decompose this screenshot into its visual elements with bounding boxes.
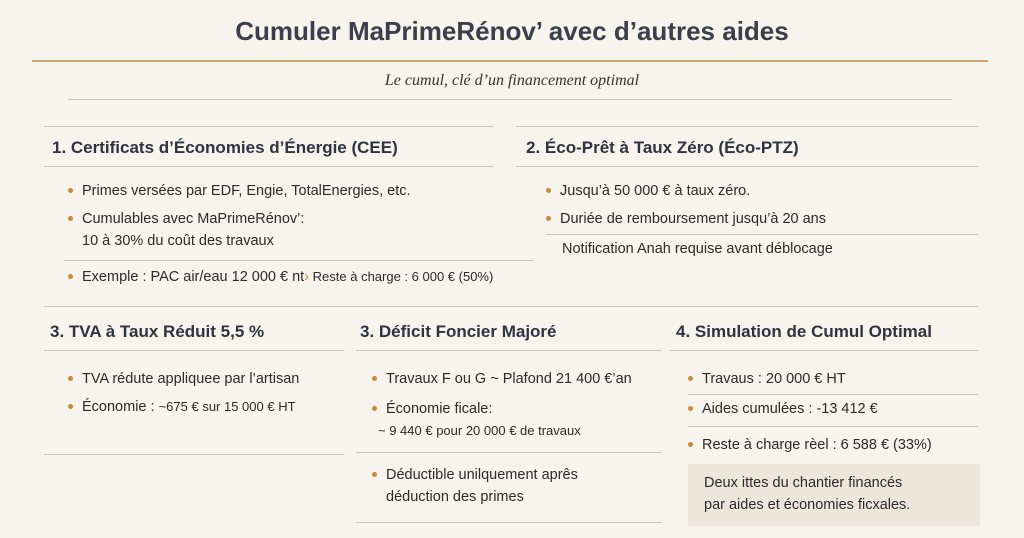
title-divider [32,60,988,62]
deficit-heading: 3. Déficit Foncier Majoré [360,322,557,341]
bullet-icon [688,442,693,447]
subtitle-divider [68,99,952,100]
bullet-icon [546,188,551,193]
tva-heading-rule [44,350,344,351]
deficit-bullet-3: Déductible unilquement aprês déduction des primes [372,464,578,508]
ptz-bullet-1: Jusqu’à 50 000 € à taux zéro. [546,180,750,202]
cee-bullet-2: Cumulables avec MaPrimeRénov’: 10 à 30% du coût des travaux [68,208,304,252]
bullet-icon [68,216,73,221]
ptz-inner-rule [546,234,978,235]
tva-bullet-1: TVA rédute appliquee par l’artisan [68,368,299,390]
tva-bullet-2: Économie : ~675 € sur 15 000 € HT [68,396,296,418]
cee-heading: 1. Certificats d’Économies d’Énergie (CEE) [52,138,398,157]
bullet-icon [68,404,73,409]
bullet-icon [68,188,73,193]
cee-bullet-1: Primes versées par EDF, Engie, TotalEnergies, etc. [68,180,411,202]
deficit-heading-rule [356,350,662,351]
ptz-note: Notification Anah requise avant déblocage [562,241,833,257]
simulation-bullet-3: Reste à charge rèel : 6 588 € (33%) [688,434,932,456]
simulation-bullet-2: Aides cumulées : -13 412 € [688,398,878,420]
bullet-icon [372,406,377,411]
deficit-bottom-rule [356,522,662,523]
page-title: Cumuler MaPrimeRénov’ avec d’autres aides [235,16,789,46]
ptz-heading-rule [516,166,978,167]
cee-example: Exemple : PAC air/eau 12 000 € nt› Reste à charge : 6 000 € (50%) [68,266,493,288]
simulation-heading: 4. Simulation de Cumul Optimal [676,322,932,341]
bullet-icon [688,376,693,381]
bullet-icon [688,406,693,411]
simulation-heading-rule [670,350,978,351]
simulation-rule-2 [688,426,978,427]
row-divider [44,306,978,307]
deficit-mid-rule [356,452,662,453]
cee-example-rule [64,260,534,261]
deficit-bullet-2: Économie ficale: ~ 9 440 € pour 20 000 € de travaux [372,398,581,442]
bullet-icon [68,376,73,381]
simulation-bullet-1: Travaus : 20 000 € HT [688,368,846,390]
ptz-bullet-2: Duriée de remboursement jusqu’à 20 ans [546,208,826,230]
simulation-summary-text: Deux ittes du chantier financés par aides et économies ficxales. [704,475,911,513]
bullet-icon [546,216,551,221]
tva-heading: 3. TVA à Taux Réduit 5,5 % [50,322,265,341]
ptz-top-rule [516,126,978,127]
cee-top-rule [44,126,494,127]
page-subtitle: Le cumul, clé d’un financement optimal [384,72,640,89]
cee-heading-rule [44,166,494,167]
simulation-rule-1 [688,394,978,395]
bullet-icon [372,472,377,477]
bullet-icon [372,376,377,381]
tva-bottom-rule [44,454,344,455]
deficit-bullet-1: Travaux F ou G ~ Plafond 21 400 €’an [372,368,632,390]
ptz-heading: 2. Éco-Prêt à Taux Zéro (Éco-PTZ) [526,138,799,157]
bullet-icon [68,274,73,279]
